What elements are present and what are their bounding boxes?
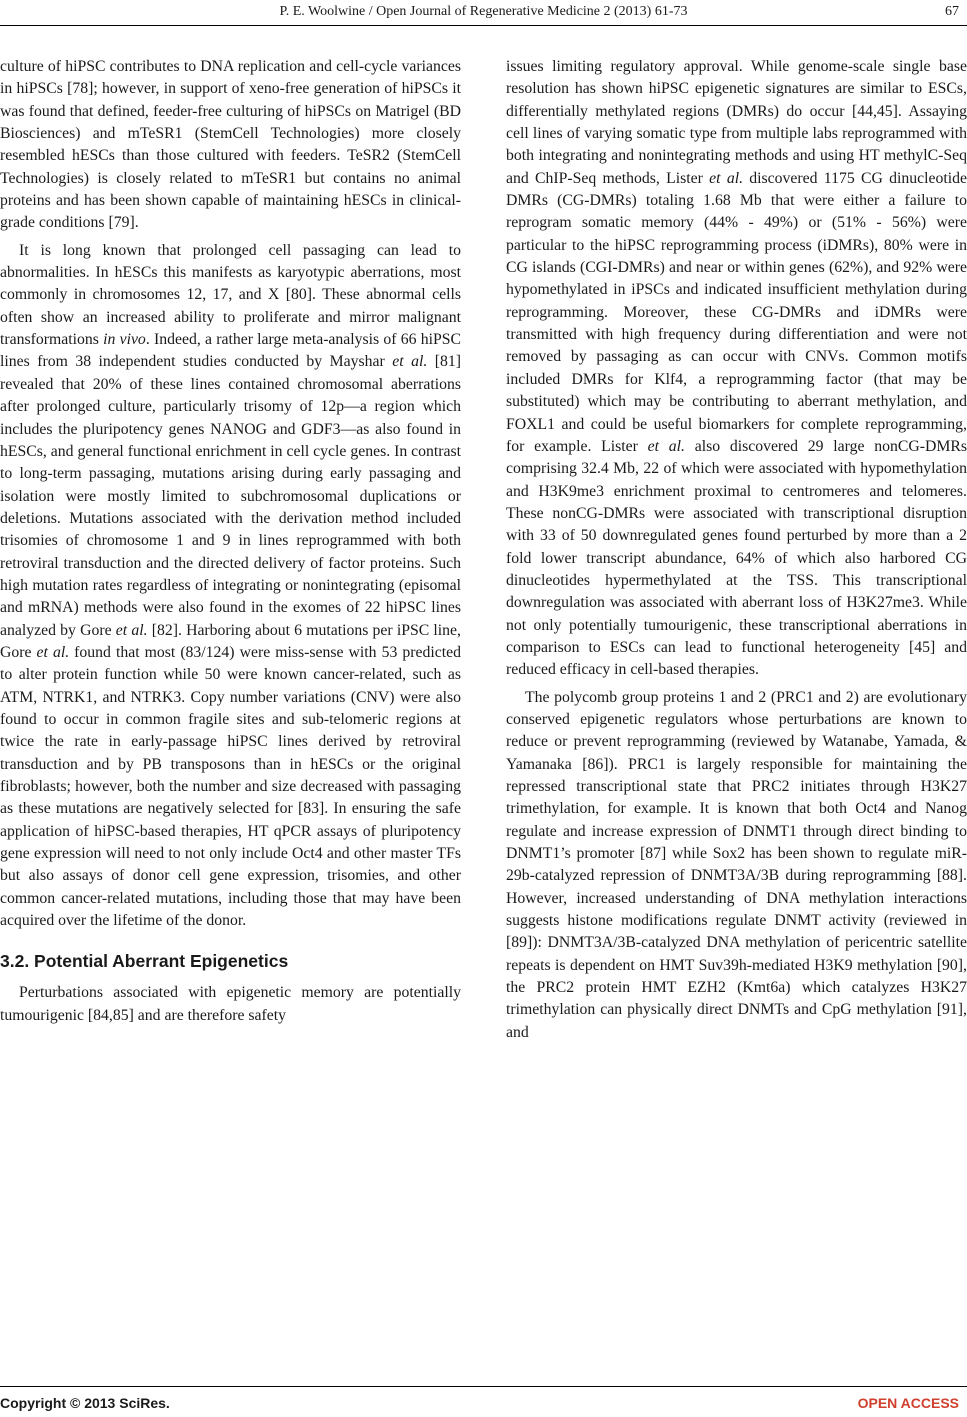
paragraph: The polycomb group proteins 1 and 2 (PRC1 and 2) are evolutionary conserved epigenetic regulators whose perturbations are known to reduce or prevent reprogramming (reviewed by Watanabe, Yamada, & Yamanaka [86]). PRC1 is largely responsible for maintaining the repressed transcriptional state that PRC2 initiates through H3K27 trimethylation, for example. It is known that both Oct4 and Nanog regulate and increase expression of DNMT1 through direct binding to DNMT1’s promoter [87] while Sox2 has been shown to regulate miR-29b-catalyzed repression of DNMT3A/3B during reprogramming [88]. However, increased understanding of DNA methylation interactions suggests histone modifications regulate DNMT activity (reviewed in [89]): DNMT3A/3B-catalyzed DNA methylation of pericentric satellite repeats is dependent on HMT Suv39h-mediated H3K9 methylation [90], the PRC2 protein HMT EZH2 (Kmt6a) which catalyzes H3K27 trimethylation can physically direct DNMTs and CpG methylation [91], and	[506, 688, 967, 1041]
section-heading: 3.2. Potential Aberrant Epigenetics	[0, 951, 289, 972]
paragraph: Perturbations associated with epigenetic memory are potentially tumourigenic [84,85] and are therefore safety	[0, 984, 461, 1024]
paragraph: issues limiting regulatory approval. While genome-scale single base resolution has shown hiPSC epigenetic signatures are similar to ESCs, differentially methylated regions (DMRs) do occur [44,45]. Assaying cell lines of varying somatic type from multiple labs reprogrammed with both integrating and nonintegrating methods and using HT methylC-Seq and ChIP-Seq methods, Lister et al. discovered 1175 CG dinucleotide DMRs (CG-DMRs) totaling 1.68 Mb that were either a failure to reprogram somatic memory (44% - 49%) or (51% - 56%) were particular to the hiPSC reprogramming process (iDMRs), 80% were in CG islands (CGI-DMRs) and near or within genes (62%), and 92% were hypomethylated in iPSCs and indicated insufficient methylation during reprogramming. Moreover, these CG-DMRs and iDMRs were transmitted with high frequency during differentiation and were not removed by passaging as can occur with CNVs. Common motifs included DMRs for Klf4, a reprogramming factor (that may be substituted) which may be contributing to aberrant methylation, and FOXL1 and could be useful biomarkers for complete reprogramming, for example. Lister et al. also discovered 29 large nonCG-DMRs comprising 32.4 Mb, 22 of which were associated with hypomethylation and H3K9me3 enrichment proximal to centromeres and telomeres. These nonCG-DMRs were associated with transcriptional disruption with 33 of 50 downregulated genes found perturbed by more than a 2 fold lower transcript abundance, 64% of which also harbored CG dinucleotides hypermethylated at the TSS. This transcriptional downregulation was associated with aberrant loss of H3K27me3. While not only potentially tumourigenic, these transcriptional aberrations in comparison to ESCs can lead to functional heterogeneity [45] and reduced efficacy in cell-based therapies.	[506, 58, 967, 679]
page-number: 67	[945, 4, 959, 19]
header-divider	[0, 25, 967, 26]
running-header	[0, 0, 967, 28]
page-footer	[0, 1393, 967, 1417]
footer-divider	[0, 1386, 967, 1387]
right-column	[506, 56, 967, 1044]
open-access-badge: OPEN ACCESS	[857, 1395, 959, 1411]
paragraph: It is long known that prolonged cell passaging can lead to abnormalities. In hESCs this manifests as karyotypic aberrations, most commonly in chromosomes 12, 17, and X [80]. These abnormal cells often show an increased ability to proliferate and mirror malignant transformations in vivo. Indeed, a rather large meta-analysis of 66 hiPSC lines from 38 independent studies conducted by Mayshar et al. [81] revealed that 20% of these lines contained chromosomal aberrations after prolonged culture, particularly trisomy of 12p—a region which includes the pluripotency genes NANOG and GDF3—as also found in hESCs, and general functional enrichment in cell cycle genes. In contrast to long-term passaging, mutations arising during early passaging and isolation were mostly limited to subchromosomal duplications or deletions. Mutations associated with the derivation method included trisomies of chromosome 1 and 9 in lines reprogrammed with both retroviral transduction and the directed delivery of factor proteins. Such high mutation rates regardless of integrating or nonintegrating (episomal and mRNA) methods were also found in the exomes of 22 hiPSC lines analyzed by Gore et al. [82]. Harboring about 6 mutations per iPSC line, Gore et al. found that most (83/124) were miss-sense with 53 predicted to alter protein function while 50 were known cancer-related, such as ATM, NTRK1, and NTRK3. Copy number variations (CNV) were also found to occur in common fragile sites and sub-telomeric regions at twice the rate in early-passage hiPSC lines derived by retroviral transduction and by PB transposons than in hESCs or the original fibroblasts; however, both the number and size decreased with passaging as these mutations are negatively selected for [83]. In ensuring the safe application of hiPSC-based therapies, HT qPCR assays of pluripotency gene expression will need to not only include Oct4 and other master TFs but also assays of donor cell gene expression, trisomies, and other common cancer-related mutations, including those that may have been acquired over the lifetime of the donor.	[0, 241, 462, 930]
running-title: P. E. Woolwine / Open Journal of Regenerative Medicine 2 (2013) 61-73	[279, 4, 688, 19]
copyright-notice: Copyright © 2013 SciRes.	[0, 1395, 170, 1411]
paragraph: culture of hiPSC contributes to DNA replication and cell-cycle variances in hiPSCs [78]; however, in support of xeno-free generation of hiPSCs it was found that defined, feeder-free culturing of hiPSCs on Matrigel (BD Biosciences) and mTeSR1 (StemCell Technologies) more closely resembled hESCs than those cultured with feeders. TeSR2 (StemCell Technologies) is closely related to mTeSR1 but contains no animal proteins and has been shown capable of maintaining hESCs in clinical-grade conditions [79].	[0, 58, 461, 232]
left-column	[0, 56, 461, 1027]
